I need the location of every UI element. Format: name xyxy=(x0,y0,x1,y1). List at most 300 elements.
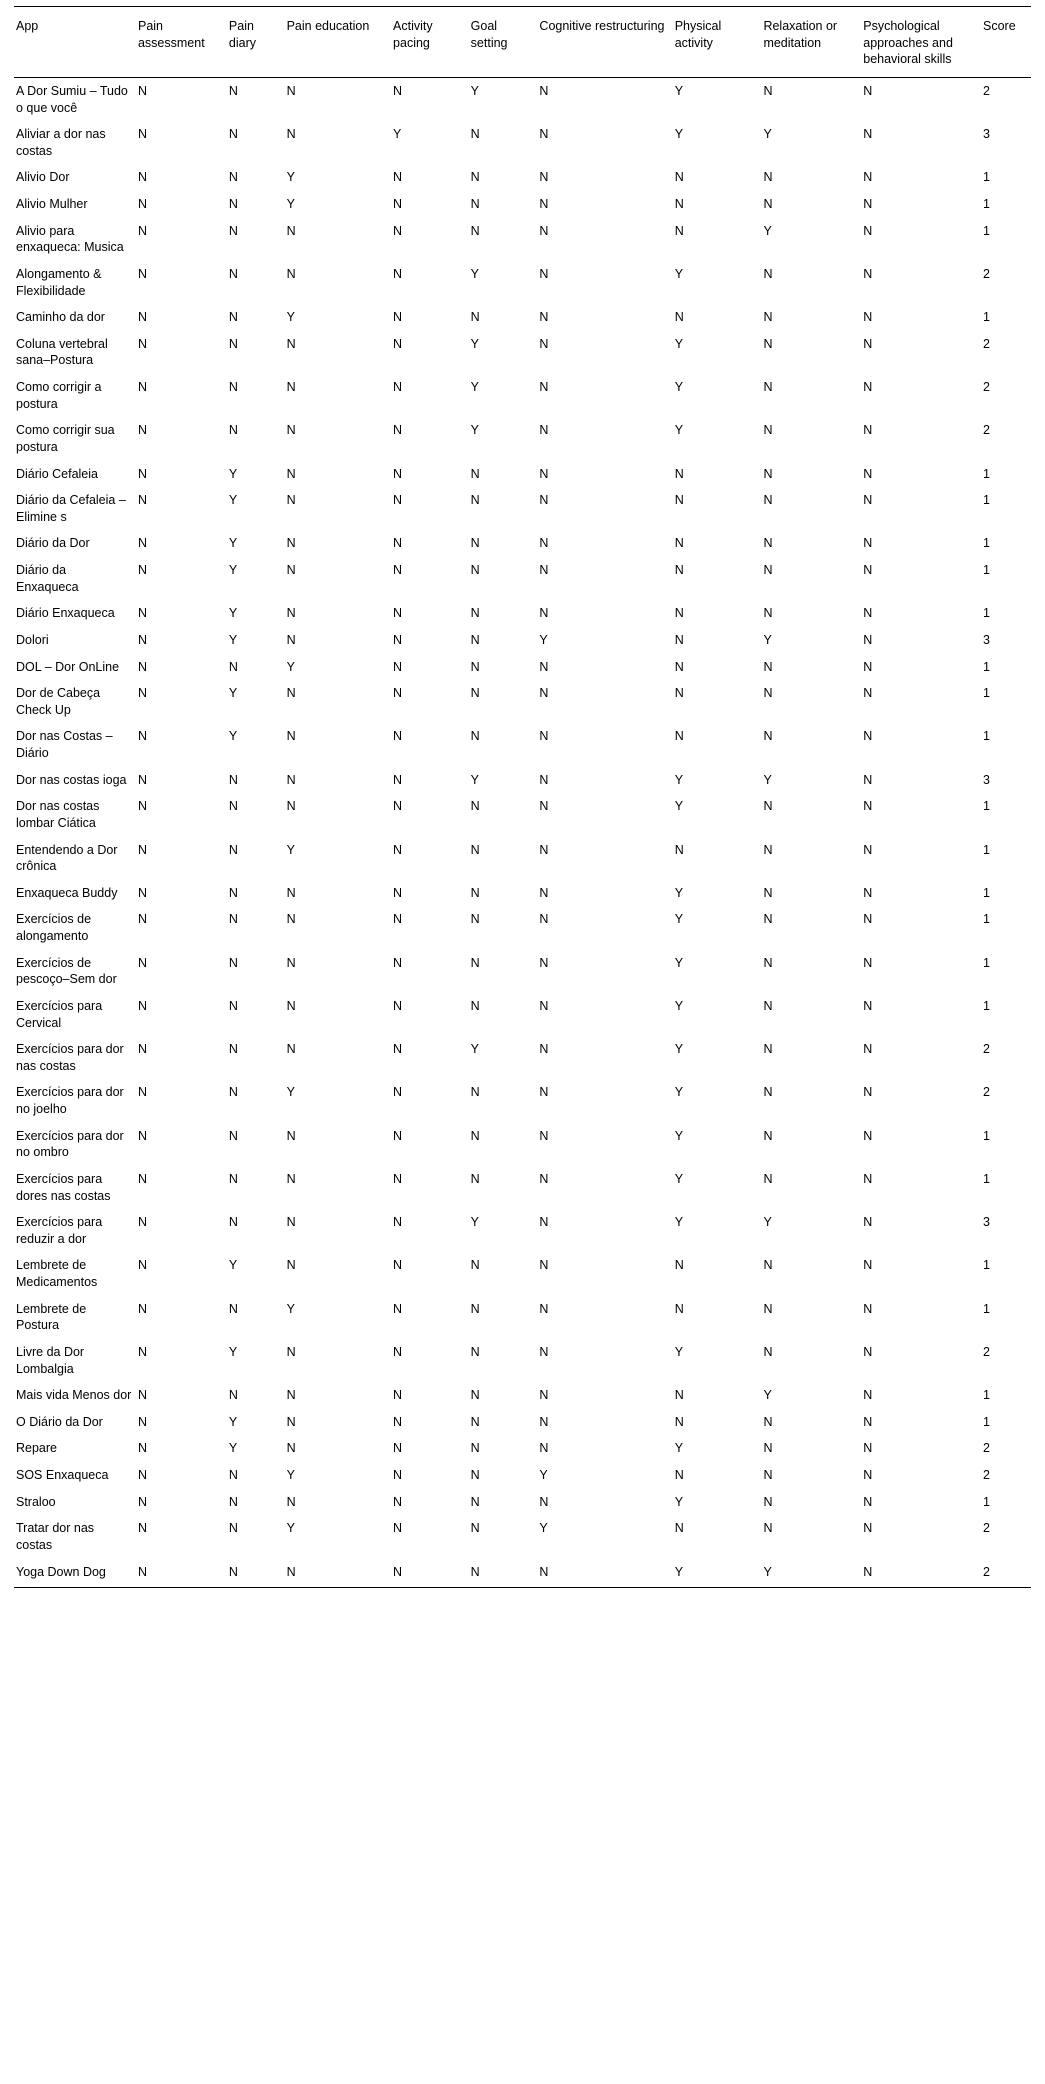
cell-feature-7: N xyxy=(763,955,773,970)
cell-score: 2 xyxy=(983,1468,990,1482)
table-row xyxy=(14,1209,1031,1252)
cell-app-name: Dor nas costas lombar Ciática xyxy=(16,799,100,830)
cell-feature-0: N xyxy=(137,1388,148,1403)
cell-feature-4: Y xyxy=(470,380,480,394)
cell-feature-7: N xyxy=(763,83,773,98)
cell-feature-3: N xyxy=(393,1301,403,1316)
cell-feature-1: N xyxy=(228,1468,238,1482)
cell-score: 1 xyxy=(983,310,990,325)
table-header xyxy=(14,7,1031,78)
cell-feature-0: N xyxy=(137,223,148,238)
cell-feature-0: N xyxy=(137,1258,148,1273)
cell-feature-4: Y xyxy=(470,1215,480,1230)
cell-feature-1: N xyxy=(228,380,238,394)
cell-feature-8: N xyxy=(863,955,873,970)
cell-feature-0: N xyxy=(137,606,148,621)
cell-feature-6: Y xyxy=(674,83,684,98)
cell-feature-5: N xyxy=(539,1258,549,1273)
cell-app-name: DOL – Dor OnLine xyxy=(16,659,120,674)
cell-feature-2: Y xyxy=(286,1468,295,1482)
cell-feature-7: N xyxy=(763,1258,773,1273)
cell-feature-4: N xyxy=(470,466,480,481)
cell-feature-4: N xyxy=(470,1085,480,1100)
cell-feature-3: N xyxy=(393,606,403,621)
cell-app-name: Dor nas Costas – Diário xyxy=(16,729,113,760)
cell-feature-0: N xyxy=(137,466,148,481)
cell-feature-7: N xyxy=(763,310,773,325)
cell-feature-1: N xyxy=(228,1085,238,1100)
cell-feature-4: N xyxy=(470,1468,480,1482)
cell-feature-8: N xyxy=(863,1388,873,1403)
cell-feature-6: N xyxy=(674,563,684,577)
cell-feature-5: N xyxy=(539,1414,549,1429)
cell-score: 1 xyxy=(983,466,990,481)
cell-feature-3: N xyxy=(393,659,403,674)
cell-feature-6: Y xyxy=(674,1494,684,1509)
cell-feature-1: N xyxy=(228,170,238,185)
cell-feature-1: Y xyxy=(228,1441,238,1456)
cell-feature-4: N xyxy=(470,1344,480,1359)
cell-app-name: Caminho da dor xyxy=(16,310,105,325)
table-row xyxy=(14,1559,1031,1588)
cell-feature-6: N xyxy=(674,1258,684,1273)
table-row xyxy=(14,1296,1031,1339)
cell-feature-1: Y xyxy=(228,606,238,621)
cell-feature-2: N xyxy=(286,223,296,238)
cell-feature-4: N xyxy=(470,998,480,1013)
cell-feature-4: N xyxy=(470,1301,480,1316)
cell-score: 3 xyxy=(983,1215,990,1230)
cell-feature-2: N xyxy=(286,1215,296,1230)
cell-feature-6: Y xyxy=(674,266,684,281)
cell-feature-4: N xyxy=(470,729,480,744)
cell-feature-1: N xyxy=(228,842,238,857)
table-row xyxy=(14,191,1031,218)
cell-feature-6: N xyxy=(674,1388,684,1403)
cell-feature-4: N xyxy=(470,912,480,927)
cell-app-name: SOS Enxaqueca xyxy=(16,1468,109,1482)
cell-feature-2: N xyxy=(286,83,296,98)
cell-feature-8: N xyxy=(863,223,873,238)
cell-feature-1: N xyxy=(228,998,238,1013)
cell-feature-8: N xyxy=(863,1521,873,1536)
cell-feature-5: N xyxy=(539,659,549,674)
cell-feature-1: Y xyxy=(228,729,238,744)
cell-feature-4: N xyxy=(470,1521,480,1536)
cell-feature-3: N xyxy=(393,170,403,185)
cell-feature-7: N xyxy=(763,493,773,508)
cell-feature-6: N xyxy=(674,659,684,674)
cell-feature-6: Y xyxy=(674,912,684,927)
table-row xyxy=(14,1382,1031,1409)
cell-app-name: Como corrigir sua postura xyxy=(16,423,115,454)
cell-feature-1: N xyxy=(228,1042,238,1057)
cell-feature-7: N xyxy=(763,998,773,1013)
cell-app-name: Exercícios de alongamento xyxy=(16,912,92,943)
cell-score: 3 xyxy=(983,772,990,787)
cell-feature-3: N xyxy=(393,1441,403,1456)
cell-feature-5: N xyxy=(539,1215,549,1230)
table-row xyxy=(14,1079,1031,1122)
cell-feature-0: N xyxy=(137,912,148,927)
cell-feature-3: N xyxy=(393,1468,403,1482)
cell-feature-8: N xyxy=(863,1128,873,1143)
cell-feature-7: Y xyxy=(763,223,772,238)
table-row xyxy=(14,1409,1031,1436)
cell-feature-5: N xyxy=(539,423,549,438)
cell-feature-2: N xyxy=(286,632,296,647)
table-row xyxy=(14,1166,1031,1209)
cell-app-name: Enxaqueca Buddy xyxy=(16,885,118,900)
cell-feature-0: N xyxy=(137,170,148,185)
cell-feature-2: N xyxy=(286,729,296,744)
cell-feature-0: N xyxy=(137,842,148,857)
cell-feature-8: N xyxy=(863,885,873,900)
cell-feature-2: N xyxy=(286,1388,296,1403)
cell-feature-3: N xyxy=(393,1042,403,1057)
cell-feature-2: Y xyxy=(286,1301,295,1316)
cell-feature-1: Y xyxy=(228,466,238,481)
cell-feature-6: N xyxy=(674,493,684,508)
cell-feature-5: N xyxy=(539,1042,549,1057)
cell-feature-8: N xyxy=(863,1494,873,1509)
cell-feature-6: Y xyxy=(674,955,684,970)
cell-score: 1 xyxy=(983,885,990,900)
cell-feature-6: N xyxy=(674,536,684,551)
cell-feature-2: Y xyxy=(286,842,295,857)
cell-feature-1: N xyxy=(228,799,238,814)
cell-feature-5: N xyxy=(539,1564,549,1579)
cell-feature-7: N xyxy=(763,729,773,744)
cell-feature-2: N xyxy=(286,1494,296,1509)
cell-feature-4: N xyxy=(470,197,480,211)
cell-feature-1: N xyxy=(228,83,238,98)
cell-score: 2 xyxy=(983,1564,990,1579)
cell-feature-3: N xyxy=(393,632,403,647)
cell-feature-6: Y xyxy=(674,1128,684,1143)
cell-feature-6: N xyxy=(674,170,684,185)
cell-feature-2: N xyxy=(286,536,296,551)
cell-feature-6: N xyxy=(674,729,684,744)
cell-feature-0: N xyxy=(137,1468,148,1482)
cell-app-name: Lembrete de Medicamentos xyxy=(16,1258,98,1289)
cell-feature-2: N xyxy=(286,799,296,814)
cell-feature-4: Y xyxy=(470,83,480,98)
cell-feature-0: N xyxy=(137,1441,148,1456)
cell-feature-1: N xyxy=(228,266,238,281)
cell-feature-6: Y xyxy=(674,380,684,394)
cell-feature-3: N xyxy=(393,563,403,577)
table-row xyxy=(14,680,1031,723)
cell-feature-4: N xyxy=(470,659,480,674)
table-row xyxy=(14,261,1031,304)
cell-feature-6: Y xyxy=(674,799,684,814)
cell-feature-7: N xyxy=(763,170,773,185)
cell-score: 1 xyxy=(983,493,990,508)
cell-app-name: Exercícios para dor nas costas xyxy=(16,1042,124,1073)
cell-feature-4: Y xyxy=(470,266,480,281)
cell-feature-3: N xyxy=(393,1085,403,1100)
cell-feature-7: N xyxy=(763,197,773,211)
cell-feature-5: N xyxy=(539,380,549,394)
cell-feature-7: Y xyxy=(763,1215,772,1230)
cell-feature-0: N xyxy=(137,1042,148,1057)
cell-feature-4: N xyxy=(470,127,480,142)
cell-feature-2: N xyxy=(286,885,296,900)
cell-score: 1 xyxy=(983,686,990,701)
cell-feature-4: Y xyxy=(470,423,480,438)
cell-feature-1: N xyxy=(228,197,238,211)
cell-feature-7: N xyxy=(763,1468,773,1482)
cell-feature-0: N xyxy=(137,493,148,508)
cell-feature-4: N xyxy=(470,223,480,238)
cell-feature-5: N xyxy=(539,563,549,577)
cell-score: 2 xyxy=(983,423,990,438)
cell-app-name: Exercícios de pescoço–Sem dor xyxy=(16,955,117,987)
cell-feature-4: N xyxy=(470,1414,480,1429)
cell-feature-5: N xyxy=(539,197,549,211)
cell-feature-7: N xyxy=(763,423,773,438)
cell-feature-3: N xyxy=(393,885,403,900)
cell-app-name: Tratar dor nas costas xyxy=(16,1521,95,1552)
cell-feature-1: Y xyxy=(228,1344,238,1359)
cell-feature-2: N xyxy=(286,1042,296,1057)
cell-feature-0: N xyxy=(137,127,148,142)
cell-feature-0: N xyxy=(137,729,148,744)
cell-feature-2: N xyxy=(286,1344,296,1359)
cell-feature-7: N xyxy=(763,380,773,394)
cell-feature-3: N xyxy=(393,310,403,325)
cell-feature-8: N xyxy=(863,729,873,744)
cell-score: 2 xyxy=(983,380,990,394)
cell-feature-2: N xyxy=(286,1258,296,1273)
cell-feature-0: N xyxy=(137,799,148,814)
cell-feature-8: N xyxy=(863,1042,873,1057)
cell-feature-3: N xyxy=(393,1494,403,1509)
cell-feature-5: N xyxy=(539,1128,549,1143)
cell-feature-6: Y xyxy=(674,127,684,142)
cell-feature-0: N xyxy=(137,1171,148,1186)
table-row xyxy=(14,331,1031,374)
cell-feature-5: N xyxy=(539,1388,549,1403)
cell-feature-1: Y xyxy=(228,493,238,508)
cell-feature-5: N xyxy=(539,1085,549,1100)
cell-feature-1: N xyxy=(228,659,238,674)
column-header-cognitive-restructuring: Cognitive restructuring xyxy=(537,7,672,78)
cell-feature-1: N xyxy=(228,223,238,238)
cell-feature-2: N xyxy=(286,1171,296,1186)
cell-feature-2: N xyxy=(286,493,296,508)
cell-score: 1 xyxy=(983,536,990,551)
cell-score: 1 xyxy=(983,842,990,857)
cell-feature-8: N xyxy=(863,1301,873,1316)
cell-feature-8: N xyxy=(863,1215,873,1230)
cell-feature-4: Y xyxy=(470,772,480,787)
cell-feature-0: N xyxy=(137,1301,148,1316)
cell-feature-8: N xyxy=(863,632,873,647)
cell-feature-3: N xyxy=(393,686,403,701)
table-row xyxy=(14,723,1031,766)
cell-feature-5: N xyxy=(539,912,549,927)
cell-feature-1: N xyxy=(228,336,238,351)
column-header-goal-setting: Goal setting xyxy=(469,7,538,78)
app-features-table xyxy=(14,6,1031,1588)
cell-feature-8: N xyxy=(863,423,873,438)
cell-feature-0: N xyxy=(137,563,148,577)
cell-score: 1 xyxy=(983,1301,990,1316)
table-row xyxy=(14,77,1031,121)
cell-app-name: Entendendo a Dor crônica xyxy=(16,842,118,874)
cell-feature-5: N xyxy=(539,493,549,508)
cell-feature-5: N xyxy=(539,223,549,238)
table-row xyxy=(14,950,1031,993)
cell-feature-7: N xyxy=(763,1301,773,1316)
cell-feature-0: N xyxy=(137,1128,148,1143)
cell-feature-5: N xyxy=(539,466,549,481)
cell-feature-8: N xyxy=(863,998,873,1013)
cell-app-name: Coluna vertebral sana–Postura xyxy=(16,336,108,368)
cell-feature-8: N xyxy=(863,659,873,674)
cell-app-name: Diário Enxaqueca xyxy=(16,606,115,621)
cell-feature-0: N xyxy=(137,197,148,211)
cell-feature-2: N xyxy=(286,955,296,970)
cell-feature-8: N xyxy=(863,563,873,577)
column-header-score: Score xyxy=(981,7,1031,78)
table-row xyxy=(14,1339,1031,1382)
cell-feature-8: N xyxy=(863,912,873,927)
cell-score: 3 xyxy=(983,632,990,647)
cell-feature-2: N xyxy=(286,380,296,394)
column-header-psychological-approaches: Psychological approaches and behavioral skills xyxy=(861,7,981,78)
cell-app-name: Diário da Enxaqueca xyxy=(16,563,79,594)
cell-feature-2: Y xyxy=(286,1521,295,1536)
cell-feature-4: N xyxy=(470,1258,480,1273)
cell-feature-6: N xyxy=(674,1521,684,1536)
cell-feature-0: N xyxy=(137,686,148,701)
cell-feature-6: N xyxy=(674,632,684,647)
cell-app-name: Alivio para enxaqueca: Musica xyxy=(16,223,124,255)
cell-app-name: Diário da Cefaleia – Elimine s xyxy=(16,493,126,524)
cell-score: 1 xyxy=(983,197,990,211)
cell-score: 1 xyxy=(983,1128,990,1143)
cell-feature-5: N xyxy=(539,266,549,281)
cell-feature-2: N xyxy=(286,266,296,281)
cell-feature-7: N xyxy=(763,536,773,551)
cell-app-name: Exercícios para dor no ombro xyxy=(16,1128,124,1160)
cell-feature-3: N xyxy=(393,772,403,787)
cell-feature-3: N xyxy=(393,536,403,551)
cell-score: 1 xyxy=(983,606,990,621)
cell-feature-2: Y xyxy=(286,197,295,211)
cell-feature-2: N xyxy=(286,998,296,1013)
cell-feature-6: N xyxy=(674,606,684,621)
cell-feature-8: N xyxy=(863,310,873,325)
cell-feature-0: N xyxy=(137,336,148,351)
cell-feature-0: N xyxy=(137,632,148,647)
column-header-relaxation-or-meditation: Relaxation or meditation xyxy=(761,7,861,78)
cell-feature-5: N xyxy=(539,842,549,857)
cell-feature-6: Y xyxy=(674,423,684,438)
cell-feature-2: N xyxy=(286,336,296,351)
cell-feature-4: N xyxy=(470,536,480,551)
cell-feature-3: N xyxy=(393,912,403,927)
cell-app-name: A Dor Sumiu – Tudo o que você xyxy=(16,83,128,115)
cell-feature-6: N xyxy=(674,310,684,325)
cell-feature-0: N xyxy=(137,423,148,438)
cell-feature-5: N xyxy=(539,336,549,351)
cell-feature-4: N xyxy=(470,632,480,647)
cell-score: 2 xyxy=(983,1521,990,1536)
cell-feature-8: N xyxy=(863,380,873,394)
cell-feature-4: Y xyxy=(470,336,480,351)
cell-feature-1: N xyxy=(228,885,238,900)
table-row xyxy=(14,530,1031,557)
cell-feature-5: N xyxy=(539,686,549,701)
cell-feature-8: N xyxy=(863,1468,873,1482)
cell-feature-6: N xyxy=(674,1301,684,1316)
cell-feature-1: Y xyxy=(228,632,238,647)
cell-score: 1 xyxy=(983,1171,990,1186)
cell-feature-6: Y xyxy=(674,1171,684,1186)
cell-feature-3: N xyxy=(393,1258,403,1273)
cell-score: 1 xyxy=(983,729,990,744)
table-row xyxy=(14,837,1031,880)
cell-feature-8: N xyxy=(863,1171,873,1186)
column-header-app: App xyxy=(14,7,136,78)
cell-feature-3: N xyxy=(393,223,403,238)
cell-feature-5: N xyxy=(539,1494,549,1509)
cell-feature-5: N xyxy=(539,885,549,900)
cell-feature-4: N xyxy=(470,1494,480,1509)
cell-feature-3: N xyxy=(393,1388,403,1403)
cell-feature-1: N xyxy=(228,1388,238,1403)
cell-score: 1 xyxy=(983,223,990,238)
cell-feature-1: N xyxy=(228,1301,238,1316)
table-row xyxy=(14,164,1031,191)
cell-app-name: Diário Cefaleia xyxy=(16,466,98,481)
cell-feature-6: N xyxy=(674,223,684,238)
cell-feature-7: Y xyxy=(763,772,772,787)
cell-feature-2: N xyxy=(286,466,296,481)
cell-feature-3: Y xyxy=(393,127,402,142)
cell-feature-5: N xyxy=(539,729,549,744)
cell-feature-0: N xyxy=(137,1414,148,1429)
cell-feature-5: N xyxy=(539,83,549,98)
cell-feature-8: N xyxy=(863,1414,873,1429)
cell-feature-3: N xyxy=(393,197,403,211)
cell-feature-4: N xyxy=(470,1128,480,1143)
cell-score: 1 xyxy=(983,563,990,577)
cell-feature-7: N xyxy=(763,1128,773,1143)
cell-feature-8: N xyxy=(863,606,873,621)
cell-feature-3: N xyxy=(393,1564,403,1579)
cell-feature-8: N xyxy=(863,493,873,508)
table-row xyxy=(14,487,1031,530)
cell-feature-6: N xyxy=(674,842,684,857)
table-row xyxy=(14,1252,1031,1295)
cell-feature-3: N xyxy=(393,423,403,438)
cell-app-name: Dor de Cabeça Check Up xyxy=(16,686,101,717)
cell-feature-8: N xyxy=(863,772,873,787)
cell-feature-2: N xyxy=(286,423,296,438)
cell-feature-5: N xyxy=(539,799,549,814)
column-header-activity-pacing: Activity pacing xyxy=(391,7,469,78)
cell-score: 2 xyxy=(983,83,990,98)
cell-score: 1 xyxy=(983,659,990,674)
cell-feature-5: N xyxy=(539,1301,549,1316)
cell-feature-6: Y xyxy=(674,1344,684,1359)
table-row xyxy=(14,1435,1031,1462)
